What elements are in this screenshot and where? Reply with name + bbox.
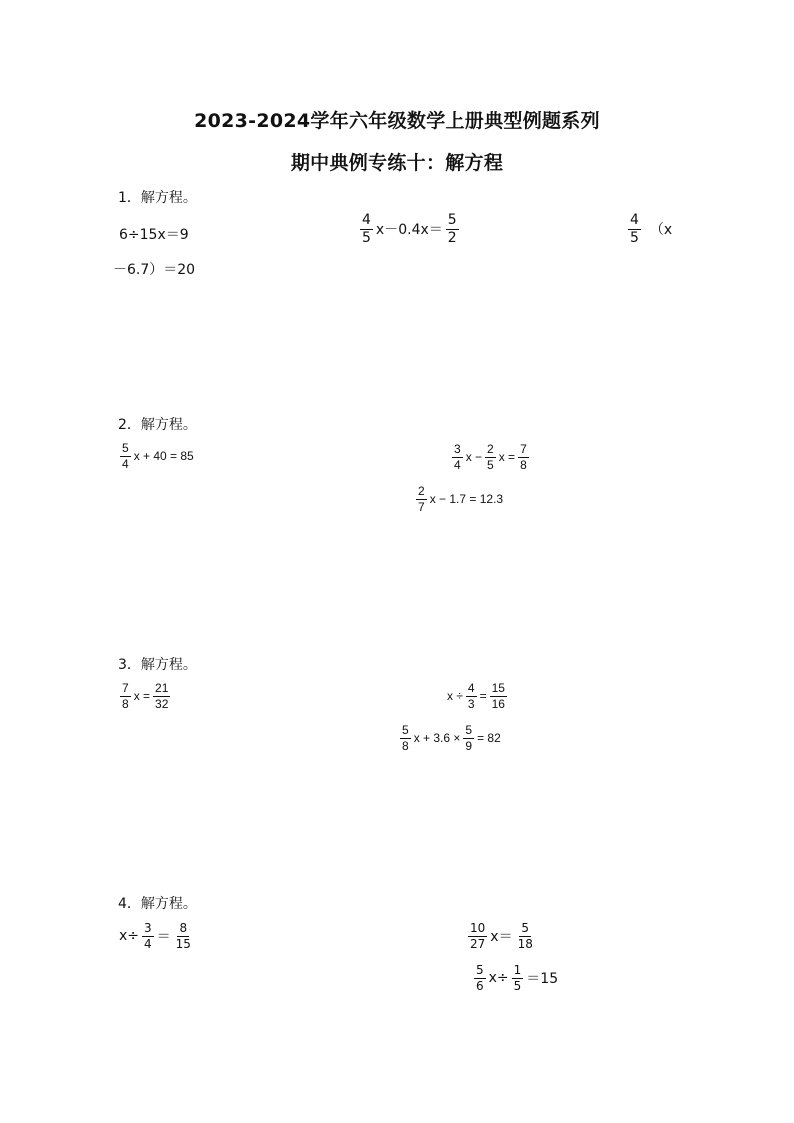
section-3-equation-3 <box>398 724 502 752</box>
eq-text: x − 1.7 = 12.3 <box>429 492 504 507</box>
fraction <box>416 485 427 513</box>
numerator: 4 <box>630 212 639 228</box>
section-1-equation-3 <box>626 213 673 245</box>
section-4-heading: 4．解方程。 <box>118 896 197 912</box>
fraction <box>120 682 131 710</box>
section-2-equation-3 <box>414 485 504 513</box>
document-title: 2023-2024学年六年级数学上册典型例题系列 <box>194 110 600 132</box>
eq-text: x = <box>498 450 516 465</box>
numerator: 2 <box>418 484 425 498</box>
numerator: 3 <box>144 921 152 935</box>
denominator: 32 <box>155 696 169 711</box>
numerator: 5 <box>521 921 530 935</box>
denominator: 16 <box>491 696 505 711</box>
section-4-equation-1 <box>118 922 195 950</box>
numerator: 8 <box>179 921 188 935</box>
fraction <box>400 724 411 752</box>
eq-text: ＝ <box>156 929 171 946</box>
denominator: 2 <box>447 229 457 246</box>
denominator: 7 <box>418 499 425 514</box>
eq-text: x + 3.6 × <box>413 731 461 746</box>
fraction <box>628 213 641 245</box>
numerator: 5 <box>465 723 473 737</box>
denominator: 4 <box>454 457 461 472</box>
section-3-equation-1 <box>118 682 172 710</box>
fraction <box>174 922 193 950</box>
eq-text: x = <box>133 689 151 704</box>
fraction <box>512 964 524 992</box>
section-4-equation-2 <box>466 922 537 950</box>
fraction <box>463 724 474 752</box>
denominator: 5 <box>362 229 371 246</box>
section-2-heading: 2．解方程。 <box>118 417 197 433</box>
numerator: 5 <box>122 441 129 455</box>
section-3-heading: 3．解方程。 <box>118 657 197 673</box>
eq-text: = <box>479 689 487 704</box>
fraction <box>485 443 496 471</box>
eq-text: x＝ <box>490 929 513 946</box>
denominator: 6 <box>476 978 484 993</box>
numerator: 4 <box>362 212 371 228</box>
fraction <box>518 443 529 471</box>
denominator: 5 <box>513 978 522 993</box>
fraction <box>452 443 463 471</box>
eq-text: x + 40 = 85 <box>133 449 194 464</box>
eq-text: －6.7）＝20 <box>113 262 196 278</box>
numerator: 21 <box>155 681 169 695</box>
denominator: 15 <box>175 936 191 951</box>
section-1-equation-2 <box>358 213 461 245</box>
numerator: 7 <box>122 681 129 695</box>
fraction <box>468 922 487 950</box>
section-2-equation-2 <box>450 443 531 471</box>
denominator: 4 <box>144 936 152 951</box>
numerator: 2 <box>487 442 494 456</box>
denominator: 4 <box>122 456 129 471</box>
denominator: 8 <box>122 696 129 711</box>
eq-text: = 82 <box>477 731 501 746</box>
fraction <box>474 964 486 992</box>
numerator: 3 <box>454 442 461 456</box>
eq-text: （x <box>649 222 673 239</box>
denominator: 5 <box>630 229 639 246</box>
denominator: 3 <box>467 696 475 711</box>
denominator: 5 <box>487 457 494 472</box>
numerator: 5 <box>476 963 484 977</box>
eq-text: x÷ <box>488 970 509 987</box>
fraction <box>120 442 131 470</box>
numerator: 5 <box>447 212 457 228</box>
eq-text: x÷ <box>119 928 140 945</box>
denominator: 18 <box>517 936 533 951</box>
fraction <box>142 922 154 950</box>
eq-text: x − <box>465 450 483 465</box>
denominator: 8 <box>520 457 527 472</box>
fraction <box>516 922 535 950</box>
numerator: 15 <box>491 681 505 695</box>
fraction <box>490 682 507 710</box>
numerator: 4 <box>467 681 475 695</box>
section-1-heading: 1．解方程。 <box>118 190 197 206</box>
section-1-equation-1 <box>118 224 190 244</box>
fraction <box>466 682 477 710</box>
section-3-equation-2 <box>446 682 509 710</box>
denominator: 8 <box>402 738 409 753</box>
numerator: 10 <box>470 921 486 935</box>
document-subtitle: 期中典例专练十：解方程 <box>290 152 504 174</box>
fraction <box>446 213 459 245</box>
numerator: 1 <box>513 963 522 977</box>
eq-text: x ÷ <box>447 689 463 704</box>
fraction <box>360 213 373 245</box>
fraction <box>153 682 170 710</box>
eq-text: ＝15 <box>526 971 559 988</box>
numerator: 5 <box>402 723 409 737</box>
eq-text: 6÷15x＝9 <box>119 227 189 243</box>
denominator: 27 <box>470 936 486 951</box>
eq-text: x－0.4x＝ <box>375 222 443 239</box>
section-4-equation-3 <box>472 964 559 992</box>
section-2-equation-1 <box>118 442 195 470</box>
denominator: 9 <box>465 738 473 753</box>
numerator: 7 <box>520 442 527 456</box>
section-1-equation-3-continued <box>112 259 196 279</box>
